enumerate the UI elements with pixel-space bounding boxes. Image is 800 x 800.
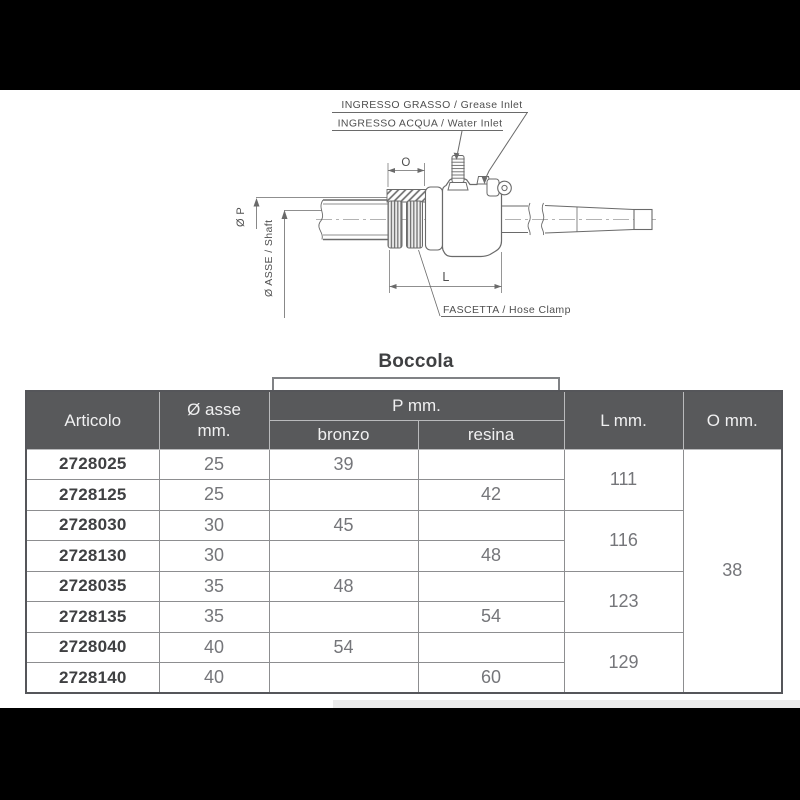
cell-asse: 40 [159,632,269,663]
cell-asse: 25 [159,449,269,480]
cell-asse: 30 [159,510,269,541]
scan-shadow [333,700,800,708]
grease-inlet-label: INGRESSO GRASSO / Grease Inlet [341,99,523,111]
cell-bronzo: 45 [269,510,418,541]
cell-l: 123 [564,571,683,632]
table-row [26,571,782,602]
header-bronzo: bronzo [269,420,418,449]
cell-articolo: 2728025 [26,449,159,480]
cell-resina [418,449,564,480]
cell-resina [418,510,564,541]
shaft-diameter-label: Ø ASSE / Shaft [263,219,275,297]
boccola-bracket [272,377,560,390]
dim-p-label: Ø P [235,206,247,227]
cell-bronzo [269,480,418,511]
cell-asse: 35 [159,602,269,633]
cell-l: 116 [564,510,683,571]
cell-asse: 25 [159,480,269,511]
hose-clamps [388,201,423,248]
cell-articolo: 2728130 [26,541,159,572]
header-resina: resina [418,420,564,449]
cell-asse: 30 [159,541,269,572]
table-row [26,510,782,541]
shaft-right-section [502,203,653,235]
spec-table [25,390,783,694]
cell-o: 38 [683,449,782,693]
dim-shaft-diameter [282,210,288,318]
cell-resina: 54 [418,602,564,633]
cell-bronzo: 48 [269,571,418,602]
stern-gland-diagram [0,90,800,335]
water-inlet-nipple [448,156,468,191]
dim-o-label: O [401,157,411,169]
cell-l: 111 [564,449,683,510]
cell-bronzo [269,541,418,572]
dim-l-label: L [442,270,450,284]
cell-bronzo [269,663,418,694]
cell-articolo: 2728135 [26,602,159,633]
header-articolo: Articolo [26,391,159,449]
cell-bronzo: 54 [269,632,418,663]
water-inlet-label: INGRESSO ACQUA / Water Inlet [337,117,503,130]
header-p: P mm. [269,391,564,420]
table-row [26,632,782,663]
hose-clamp-label: FASCETTA / Hose Clamp [443,304,571,316]
cell-resina: 60 [418,663,564,694]
cell-articolo: 2728030 [26,510,159,541]
header-l: L mm. [564,391,683,449]
table-row [26,449,782,480]
header-asse-line1: Ø asse [187,400,241,419]
cell-resina: 42 [418,480,564,511]
cell-articolo: 2728040 [26,632,159,663]
cell-resina [418,632,564,663]
cell-resina [418,571,564,602]
header-asse [159,391,269,449]
cell-articolo: 2728125 [26,480,159,511]
cell-asse: 35 [159,571,269,602]
cell-bronzo [269,602,418,633]
cell-l: 129 [564,632,683,693]
table-title: Boccola [378,351,454,372]
header-o: O mm. [683,391,782,449]
header-asse-line2: mm. [197,421,231,441]
cell-bronzo: 39 [269,449,418,480]
cell-asse: 40 [159,663,269,694]
cell-resina: 48 [418,541,564,572]
dim-p-diameter [254,198,260,229]
cell-articolo: 2728140 [26,663,159,694]
cell-articolo: 2728035 [26,571,159,602]
